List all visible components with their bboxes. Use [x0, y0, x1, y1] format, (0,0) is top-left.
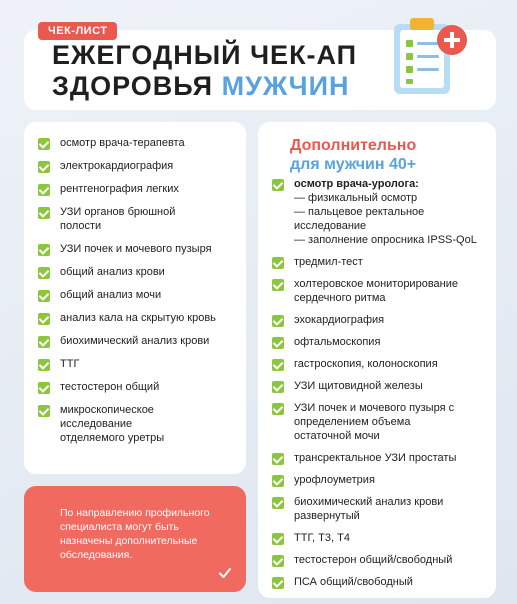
check-icon [272, 555, 284, 567]
check-icon [272, 577, 284, 589]
check-icon [272, 497, 284, 509]
list-item: электрокардиография [38, 159, 238, 173]
check-icon [38, 244, 50, 256]
list-item: УЗИ почек и мочевого пузыря [38, 242, 238, 256]
list-item: ПСА общий/свободный [272, 575, 490, 589]
check-icon [38, 405, 50, 417]
check-icon [38, 336, 50, 348]
check-icon [38, 161, 50, 173]
specialist-note-text: По направлению профильного специалиста могут быть назначены дополнительные обследования. [60, 507, 210, 561]
check-icon [38, 359, 50, 371]
list-item: рентгенография легких [38, 182, 238, 196]
check-icon [272, 475, 284, 487]
checklist-tag: ЧЕК-ЛИСТ [38, 22, 117, 40]
check-icon [38, 184, 50, 196]
list-item: биохимический анализ крови развернутый [272, 495, 490, 523]
list-item: эхокардиография [272, 313, 490, 327]
check-icon [272, 279, 284, 291]
check-icon [38, 138, 50, 150]
list-item-urologist [272, 177, 490, 247]
checkmark-icon [218, 566, 232, 580]
check-icon [272, 179, 284, 191]
title-line-1: ЕЖЕГОДНЫЙ ЧЕК-АП [52, 40, 358, 70]
check-icon [272, 257, 284, 269]
list-item: трансректальное УЗИ простаты [272, 451, 490, 465]
extra-heading-line-1: Дополнительно [290, 137, 417, 154]
title-accent: МУЖЧИН [221, 71, 350, 101]
list-item: тестостерон общий/свободный [272, 553, 490, 567]
check-icon [272, 453, 284, 465]
check-icon [272, 315, 284, 327]
list-item: холтеровское мониторирование сердечного ритма [272, 277, 490, 305]
list-item: общий анализ мочи [38, 288, 238, 302]
list-item: офтальмоскопия [272, 335, 490, 349]
check-icon [272, 337, 284, 349]
clipboard-icon [384, 10, 474, 106]
urologist-block [294, 177, 477, 247]
check-icon [38, 382, 50, 394]
extra-heading-line-2: для мужчин 40+ [290, 156, 417, 173]
urologist-subitem: — пальцевое ректальное исследование [294, 206, 425, 232]
list-item: УЗИ щитовидной железы [272, 379, 490, 393]
extra-heading [290, 136, 490, 174]
urologist-subitem: — заполнение опросника IPSS-QoL [294, 234, 477, 246]
check-icon [38, 313, 50, 325]
check-icon [38, 207, 50, 219]
list-item: осмотр врача-терапевта [38, 136, 238, 150]
check-icon [272, 533, 284, 545]
extra-checklist [272, 177, 490, 597]
check-icon [272, 359, 284, 371]
page-title [52, 40, 357, 102]
list-item: биохимический анализ крови [38, 334, 238, 348]
list-item: УЗИ органов брюшной полости [38, 205, 238, 233]
list-item: гастроскопия, колоноскопия [272, 357, 490, 371]
list-item: микроскопическое исследование отделяемого уретры [38, 403, 238, 445]
check-icon [272, 381, 284, 393]
list-item: ТТГ [38, 357, 238, 371]
list-item: анализ кала на скрытую кровь [38, 311, 238, 325]
urologist-subitem: — физикальный осмотр [294, 192, 418, 204]
list-item: общий анализ крови [38, 265, 238, 279]
title-line-2-start: ЗДОРОВЬЯ [52, 71, 222, 101]
list-item: урофлоуметрия [272, 473, 490, 487]
check-icon [38, 290, 50, 302]
check-icon [272, 403, 284, 415]
title-line-2 [52, 71, 357, 102]
basic-checklist [38, 136, 238, 454]
list-item: ТТГ, Т3, Т4 [272, 531, 490, 545]
list-item: УЗИ почек и мочевого пузыря с определением объема остаточной мочи [272, 401, 490, 443]
check-icon [38, 267, 50, 279]
urologist-title: осмотр врача-уролога: [294, 178, 419, 190]
list-item: тредмил-тест [272, 255, 490, 269]
specialist-note-card [24, 486, 246, 592]
list-item: тестостерон общий [38, 380, 238, 394]
